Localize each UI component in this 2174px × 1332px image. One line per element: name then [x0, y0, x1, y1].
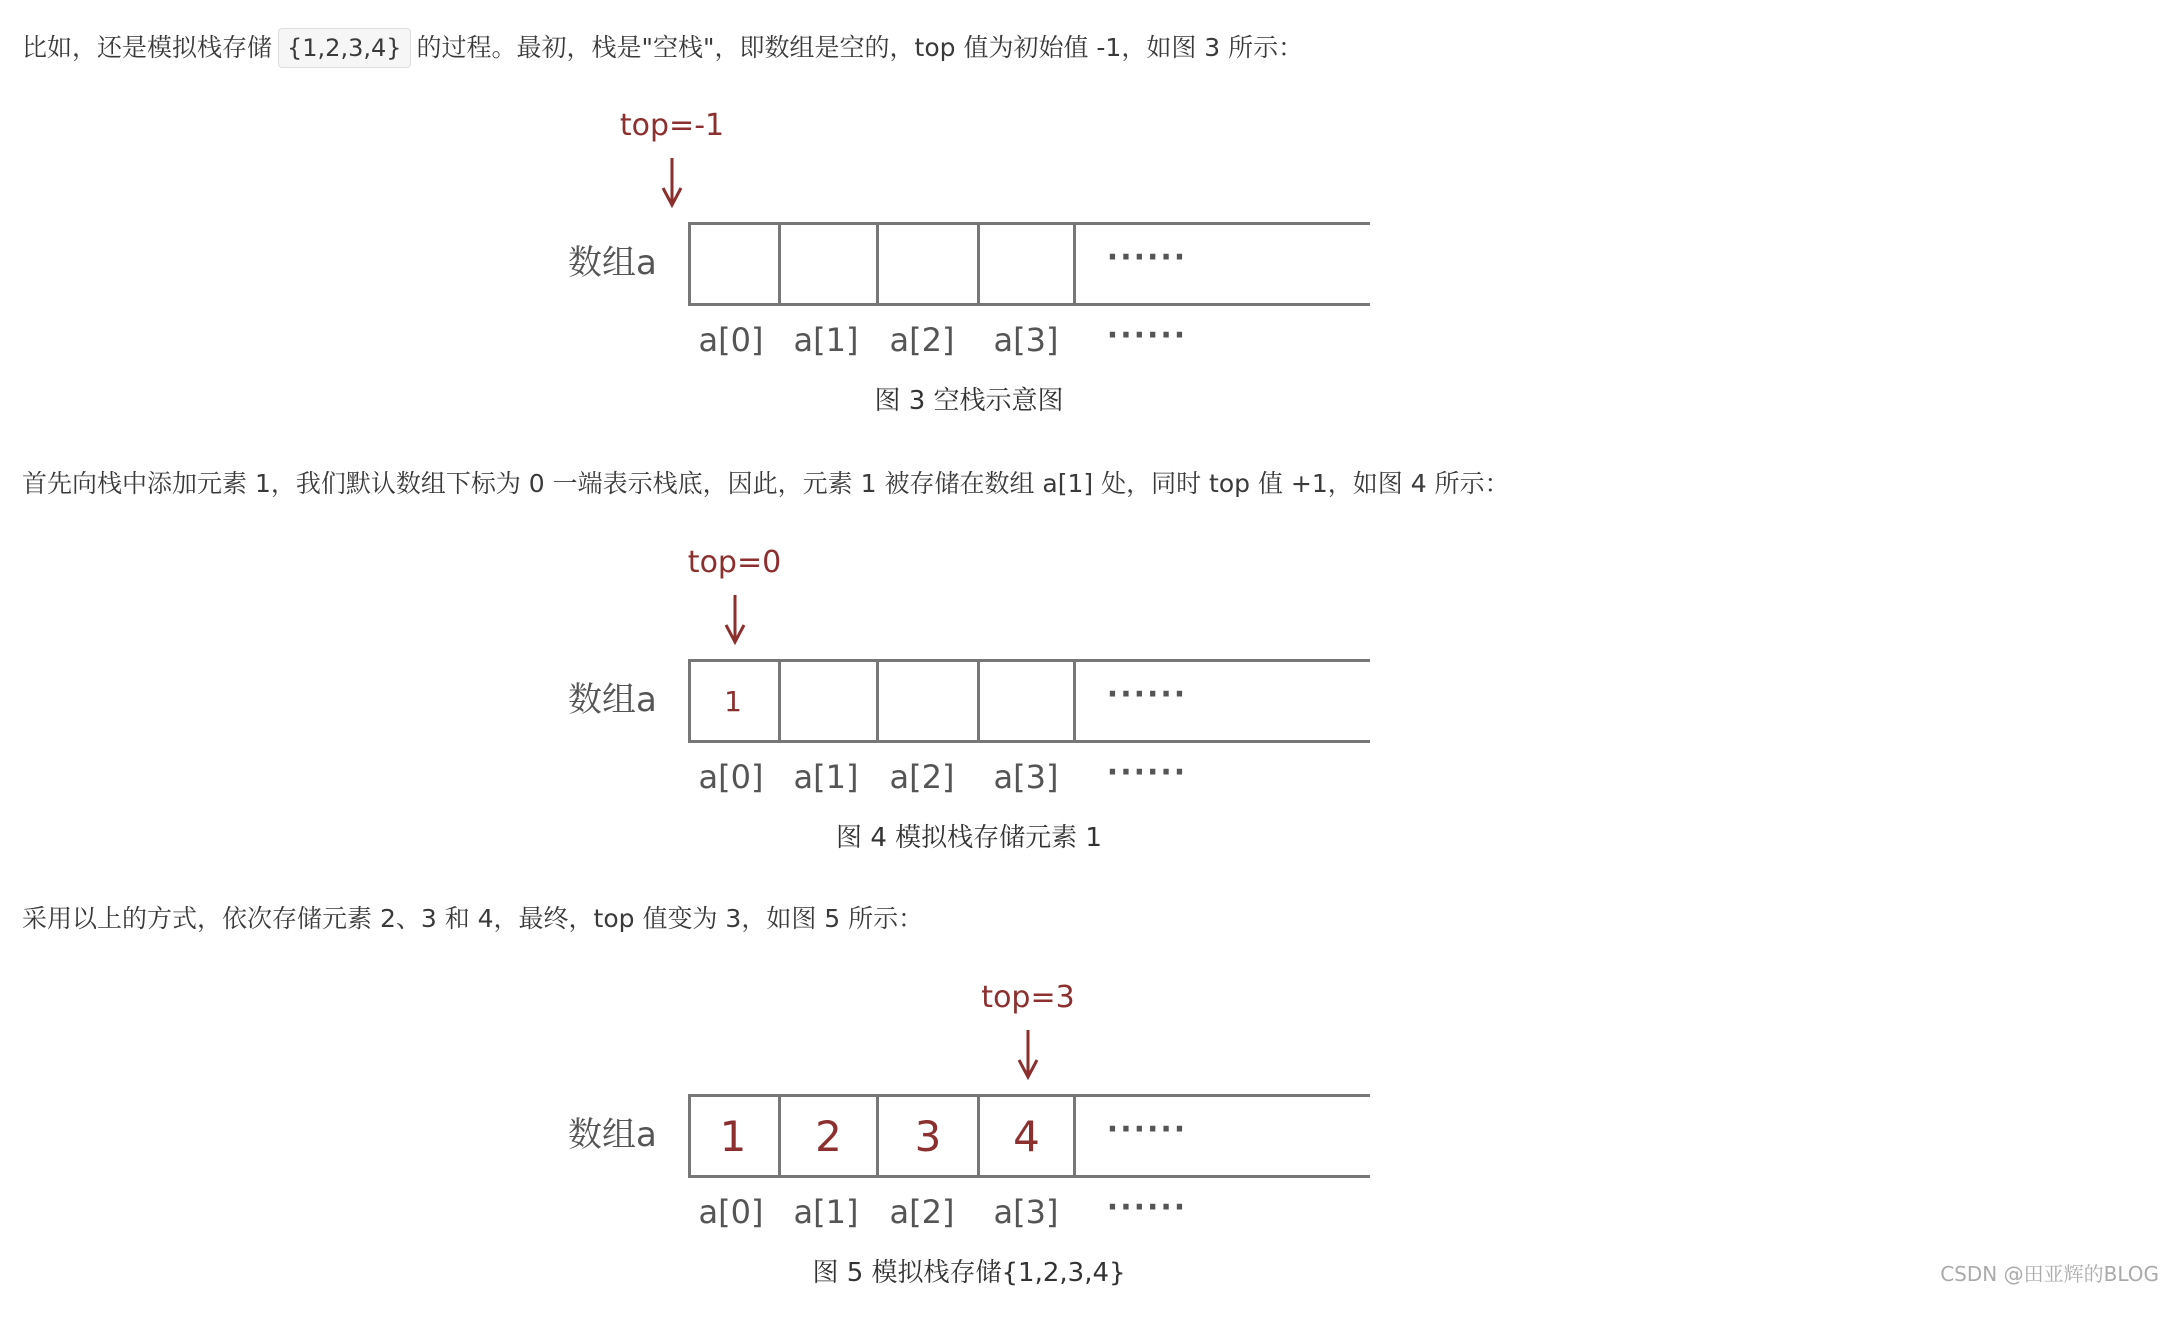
figure-caption: 图 3 空栈示意图	[874, 386, 1064, 416]
cell-ellipsis: ······	[1106, 677, 1188, 712]
index-label: a[1]	[793, 1193, 859, 1231]
array-cell	[879, 225, 980, 303]
index-label: a[2]	[889, 1193, 955, 1231]
index-label: a[0]	[698, 1193, 764, 1231]
index-label: a[0]	[698, 321, 764, 359]
array-cell	[980, 1097, 1076, 1175]
array-cell	[980, 662, 1076, 740]
index-ellipsis: ······	[1106, 318, 1188, 353]
index-label: a[3]	[993, 758, 1059, 796]
stack-figure-5	[0, 972, 2174, 1332]
figure-caption: 图 4 模拟栈存储元素 1	[836, 823, 1102, 853]
array-cell	[879, 662, 980, 740]
index-label: a[2]	[889, 758, 955, 796]
top-pointer-label: top=-1	[619, 108, 725, 143]
index-label: a[3]	[993, 1193, 1059, 1231]
index-label: a[1]	[793, 758, 859, 796]
figure-caption: 图 5 模拟栈存储{1,2,3,4}	[812, 1258, 1126, 1288]
top-pointer-label: top=3	[981, 980, 1075, 1015]
index-ellipsis: ······	[1106, 1190, 1188, 1225]
cell-ellipsis: ······	[1106, 1112, 1188, 1147]
top-pointer-label: top=0	[687, 545, 782, 580]
array-label: 数组a	[568, 243, 657, 283]
paragraph-3: 采用以上的方式，依次存储元素 2、3 和 4，最终，top 值变为 3，如图 5 所示：	[22, 904, 924, 933]
array-cell	[688, 662, 781, 740]
array-cell	[980, 225, 1076, 303]
array-box	[688, 222, 1370, 306]
index-label: a[0]	[698, 758, 764, 796]
cell-value: 2	[815, 1111, 842, 1161]
cell-ellipsis: ······	[1106, 240, 1188, 275]
array-box	[688, 1094, 1370, 1178]
array-cell	[781, 1097, 879, 1175]
array-cell	[879, 1097, 980, 1175]
inline-code: {1,2,3,4}	[278, 28, 411, 68]
paragraph-1	[22, 28, 1303, 68]
watermark: CSDN @田亚辉的BLOG	[1940, 1262, 2159, 1286]
array-box	[688, 659, 1370, 743]
array-cell	[781, 225, 879, 303]
array-label: 数组a	[568, 1115, 657, 1155]
cell-value: 3	[914, 1111, 942, 1161]
index-ellipsis: ······	[1106, 755, 1188, 790]
down-arrow-icon	[720, 593, 750, 645]
array-label: 数组a	[568, 680, 657, 720]
cell-value: 4	[1013, 1111, 1040, 1161]
array-cell	[781, 662, 879, 740]
cell-value: 1	[719, 1111, 747, 1161]
index-label: a[1]	[793, 321, 859, 359]
paragraph-2: 首先向栈中添加元素 1，我们默认数组下标为 0 一端表示栈底，因此，元素 1 被存储在数组 a[1] 处，同时 top 值 +1，如图 4 所示：	[22, 469, 1510, 498]
stack-figure-4	[0, 537, 2174, 897]
index-label: a[3]	[993, 321, 1059, 359]
down-arrow-icon	[657, 156, 687, 208]
index-label: a[2]	[889, 321, 955, 359]
array-cell	[688, 1097, 781, 1175]
stack-figure-3	[0, 100, 2174, 460]
down-arrow-icon	[1013, 1028, 1043, 1080]
paragraph-text: 比如，还是模拟栈存储	[22, 33, 273, 62]
cell-value: 1	[724, 684, 742, 718]
paragraph-text: 的过程。最初，栈是"空栈"，即数组是空的，top 值为初始值 -1，如图 3 所示：	[416, 33, 1304, 62]
array-cell	[688, 225, 781, 303]
